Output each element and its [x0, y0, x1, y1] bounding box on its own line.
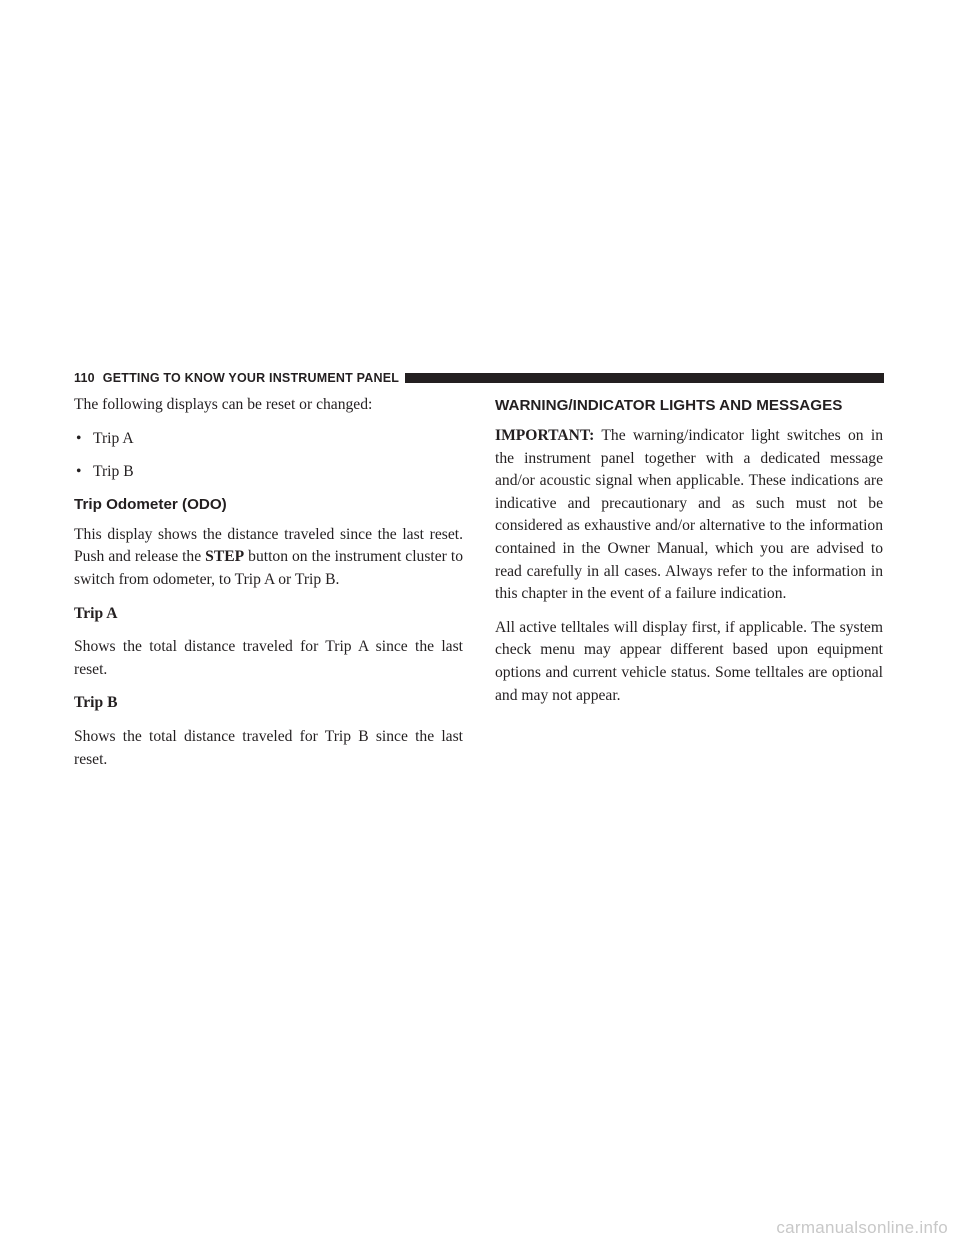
page-header: [74, 369, 884, 387]
step-button-label: STEP: [205, 548, 245, 566]
trip-a-paragraph: Shows the total distance traveled for Trip A since the last reset.: [74, 638, 463, 678]
list-item: [74, 428, 463, 451]
important-label: IMPORTANT:: [495, 427, 595, 444]
list-item-label: Trip B: [93, 463, 134, 481]
odo-heading: Trip Odometer (ODO): [74, 495, 227, 513]
list-item-label: Trip A: [93, 429, 134, 447]
telltales-paragraph: All active telltales will display first, if applicable. The system check menu may appear different based upon equipment options and current vehicle status. Some telltales are optional and may not appear.: [495, 618, 883, 704]
odo-text-end: button on the instrument cluster to switch from odometer, to Trip A or Trip B.: [74, 548, 463, 588]
intro-text: The following displays can be reset or changed:: [74, 396, 373, 413]
watermark: carmanualsonline.info: [776, 1218, 948, 1237]
section-title: GETTING TO KNOW YOUR INSTRUMENT PANEL: [102, 371, 400, 385]
trip-b-heading: Trip B: [74, 694, 118, 712]
bullet-icon: •: [76, 463, 82, 481]
left-column: [74, 394, 463, 782]
odo-paragraph: [74, 524, 463, 592]
trip-a-heading: Trip A: [74, 604, 118, 622]
important-paragraph: [495, 425, 883, 606]
odo-text-start: This display shows the distance traveled since the last reset. Push and release the: [74, 525, 463, 566]
header-rule: [405, 373, 884, 383]
right-column: [495, 394, 883, 718]
trip-b-paragraph: Shows the total distance traveled for Trip B since the last reset.: [74, 727, 463, 768]
bullet-icon: •: [76, 429, 82, 447]
important-text: The warning/indicator light switches on in the instrument panel together with a dedicated message and/or acoustic signal when applicable. These indications are indicative and precautionary and as such must not be considered as exhaustive and/or alternative to the information contained in the Owner Manual, which you are advised to read carefully in all cases. Always refer to the information in this chapter in the event of a failure indication.: [495, 427, 883, 603]
warning-lights-heading: WARNING/INDICATOR LIGHTS AND MESSAGES: [495, 397, 843, 414]
page-number: 110: [74, 371, 95, 385]
list-item: [74, 461, 463, 484]
